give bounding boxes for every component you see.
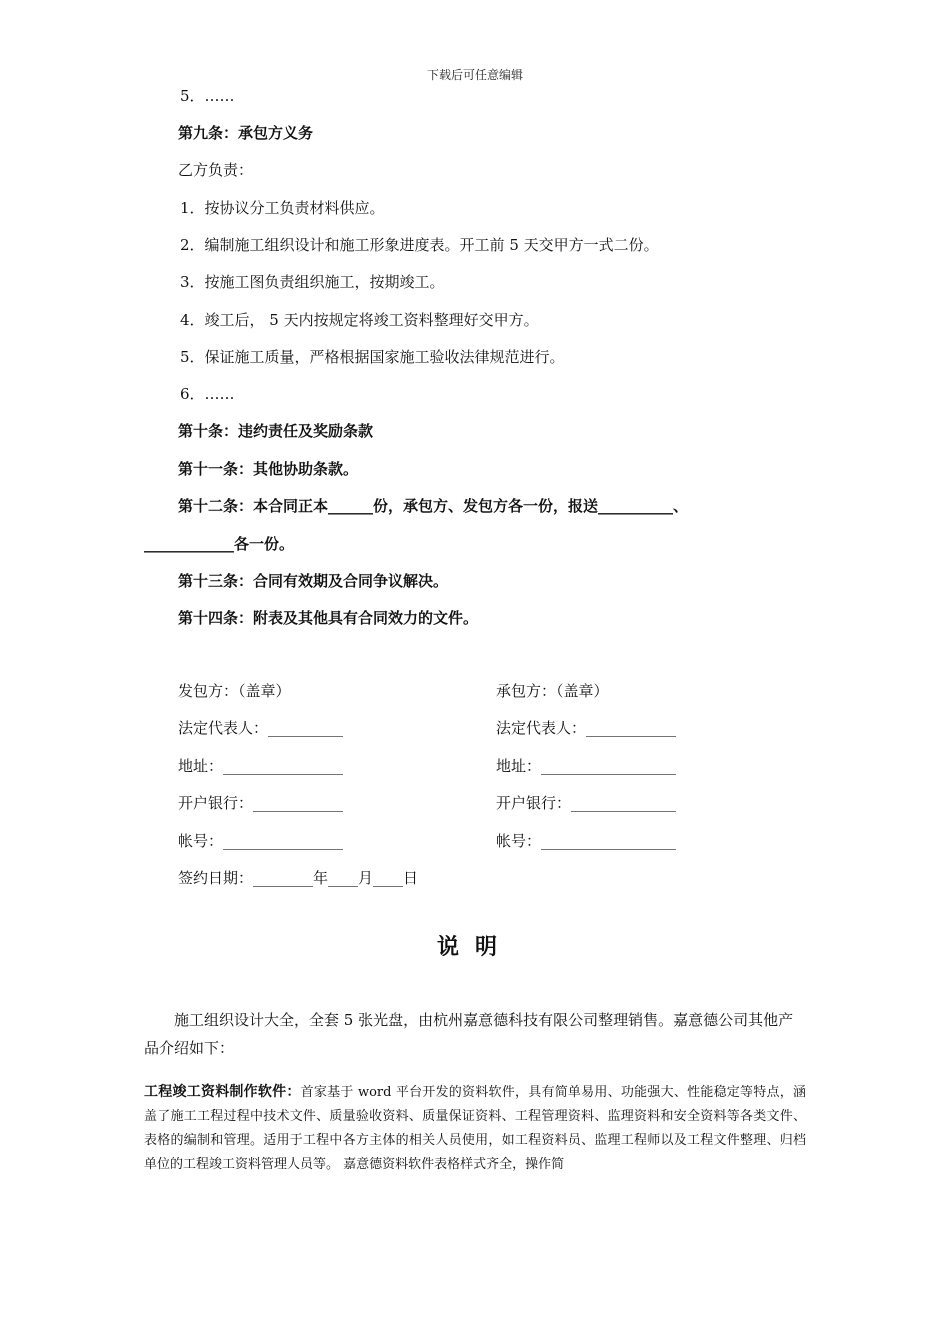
employer-bank: 开户银行：____________ (178, 794, 344, 812)
duty-item-3: 3．按施工图负责组织施工，按期竣工。 (180, 273, 445, 291)
article-9-heading: 第九条：承包方义务 (178, 124, 314, 142)
contractor-seal: 承包方：（盖章） (496, 682, 609, 700)
notes-intro: 施工组织设计大全，全套 5 张光盘，由杭州嘉意德科技有限公司整理销售。嘉意德公司其他产品介绍如下： (144, 1011, 794, 1057)
duty-item-2: 2．编制施工组织设计和施工形象进度表。开工前 5 天交甲方一式二份。 (180, 236, 659, 254)
duty-item-5: 5．保证施工质量，严格根据国家施工验收法律规范进行。 (180, 348, 565, 366)
article-13-heading: 第十三条：合同有效期及合同争议解决。 (178, 572, 449, 590)
employer-seal: 发包方：（盖章） (178, 682, 291, 700)
duty-item-6: 6．…… (180, 385, 235, 403)
page-header: 下载后可任意编辑 (426, 68, 523, 82)
article-14-heading: 第十四条：附表及其他具有合同效力的文件。 (178, 609, 479, 627)
employer-address: 地址：________________ (178, 757, 344, 775)
contractor-representative: 法定代表人：____________ (496, 719, 677, 737)
contractor-bank: 开户银行：______________ (496, 794, 677, 812)
duty-item-4: 4．竣工后， 5 天内按规定将竣工资料整理好交甲方。 (180, 311, 539, 329)
employer-account: 帐号：________________ (178, 832, 344, 850)
notes-title: 说明 (436, 934, 513, 960)
item-5-ellipsis: 5．…… (180, 87, 235, 105)
signing-date: 签约日期：________年____月____日 (178, 869, 419, 887)
article-11-heading: 第十一条：其他协助条款。 (178, 460, 359, 478)
article-10-heading: 第十条：违约责任及奖励条款 (178, 422, 374, 440)
duty-item-1: 1．按协议分工负责材料供应。 (180, 199, 385, 217)
contractor-account: 帐号：__________________ (496, 832, 677, 850)
contractor-address: 地址：__________________ (496, 757, 677, 775)
employer-representative: 法定代表人：__________ (178, 719, 344, 737)
article-12-heading: 第十二条：本合同正本______份，承包方、发包方各一份，报送__________、 (178, 497, 689, 515)
product-description: 首家基于 word 平台开发的资料软件，具有简单易用、功能强大、性能稳定等特点，涵盖了施工工程过程中技术文件、质量验收资料、质量保证资料、工程管理资料、监理资料和安全资料等各类文件、表格的编制和管理。适用于工程中各方主体的相关人员使用，如工程资料员、监理工程师以及工程文件整理、归档单位的工程竣工资料管理人员等。 嘉意德资料软件表格样式齐全，操作简 (144, 1085, 807, 1172)
article-12-continuation: ____________各一份。 (144, 535, 295, 553)
product-name: 工程竣工资料制作软件： (144, 1084, 301, 1100)
party-b-label: 乙方负责： (178, 161, 254, 179)
product-description-block (144, 1080, 806, 1177)
